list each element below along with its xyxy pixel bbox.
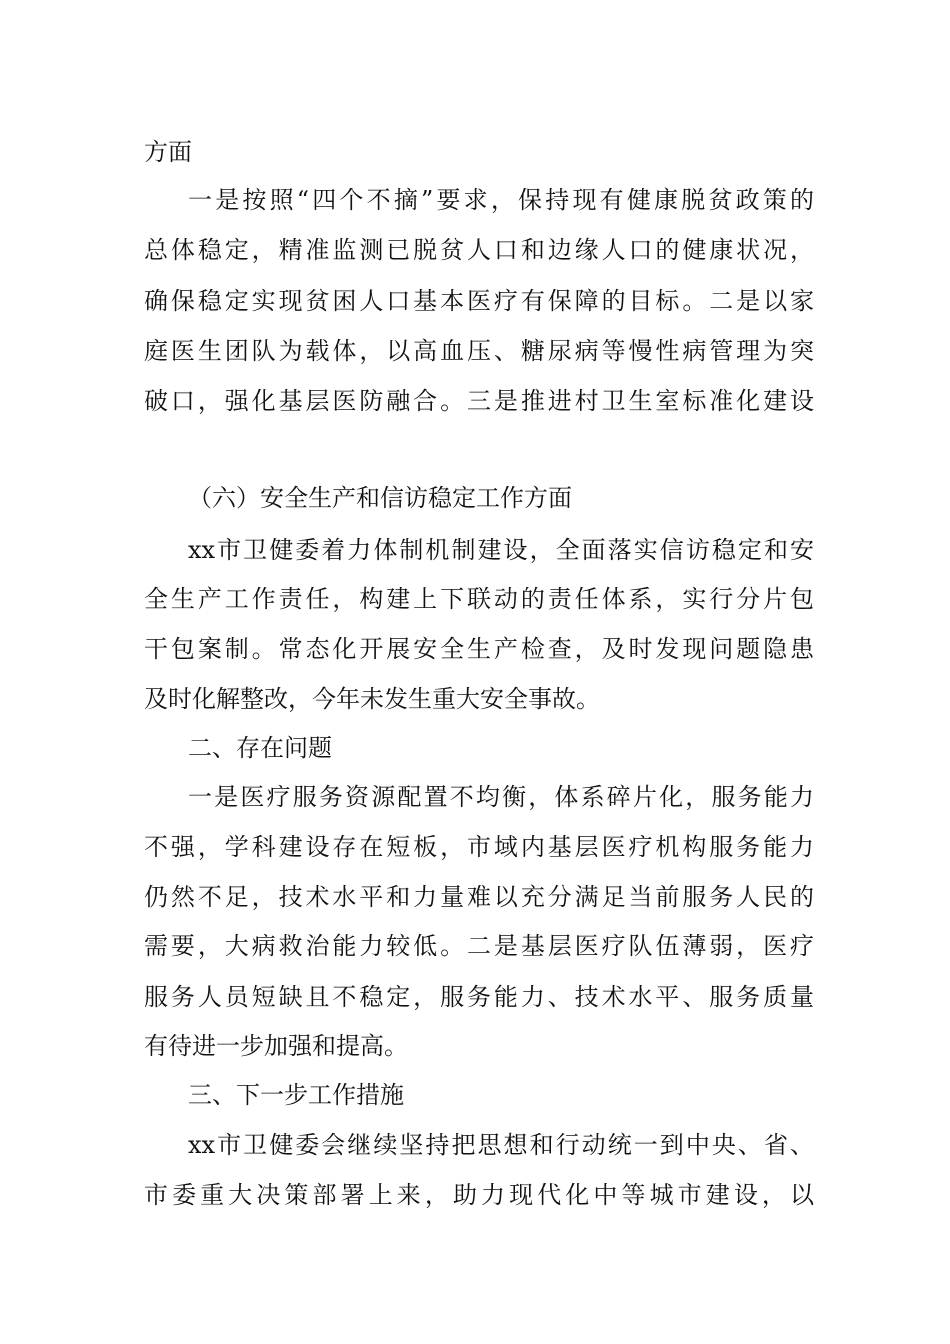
paragraph-line: 干包案制。常态化开展安全生产检查，及时发现问题隐患 (144, 635, 814, 663)
paragraph-line: 总体稳定，精准监测已脱贫人口和边缘人口的健康状况， (144, 236, 814, 264)
paragraph-line: 一是医疗服务资源配置不均衡，体系碎片化，服务能力 (188, 783, 814, 811)
paragraph-line: xx市卫健委会继续坚持把思想和行动统一到中央、省、 (188, 1131, 814, 1159)
section-heading: （六）安全生产和信访稳定工作方面 (188, 484, 572, 512)
paragraph-line: 方面 (144, 138, 192, 166)
paragraph-line: 破口，强化基层医防融合。三是推进村卫生室标准化建设 (144, 387, 814, 415)
paragraph-line: 庭医生团队为载体，以高血压、糖尿病等慢性病管理为突 (144, 337, 814, 365)
paragraph-line: 不强，学科建设存在短板，市域内基层医疗机构服务能力 (144, 833, 814, 861)
paragraph-line: 服务人员短缺且不稳定，服务能力、技术水平、服务质量 (144, 983, 814, 1011)
paragraph-line: 仍然不足，技术水平和力量难以充分满足当前服务人民的 (144, 883, 814, 911)
paragraph-line: 一是按照“四个不摘”要求，保持现有健康脱贫政策的 (188, 186, 814, 214)
paragraph-line: 有待进一步加强和提高。 (144, 1032, 408, 1060)
section-heading: 三、下一步工作措施 (188, 1081, 404, 1109)
paragraph-line: 需要，大病救治能力较低。二是基层医疗队伍薄弱，医疗 (144, 932, 814, 960)
paragraph-line: 市委重大决策部署上来，助力现代化中等城市建设，以 (144, 1181, 814, 1209)
paragraph-line: 确保稳定实现贫困人口基本医疗有保障的目标。二是以家 (144, 287, 814, 315)
paragraph-line: xx市卫健委着力体制机制建设，全面落实信访稳定和安 (188, 536, 814, 564)
paragraph-line: 及时化解整改，今年未发生重大安全事故。 (144, 685, 600, 713)
section-heading: 二、存在问题 (188, 734, 332, 762)
paragraph-line: 全生产工作责任，构建上下联动的责任体系，实行分片包 (144, 585, 814, 613)
